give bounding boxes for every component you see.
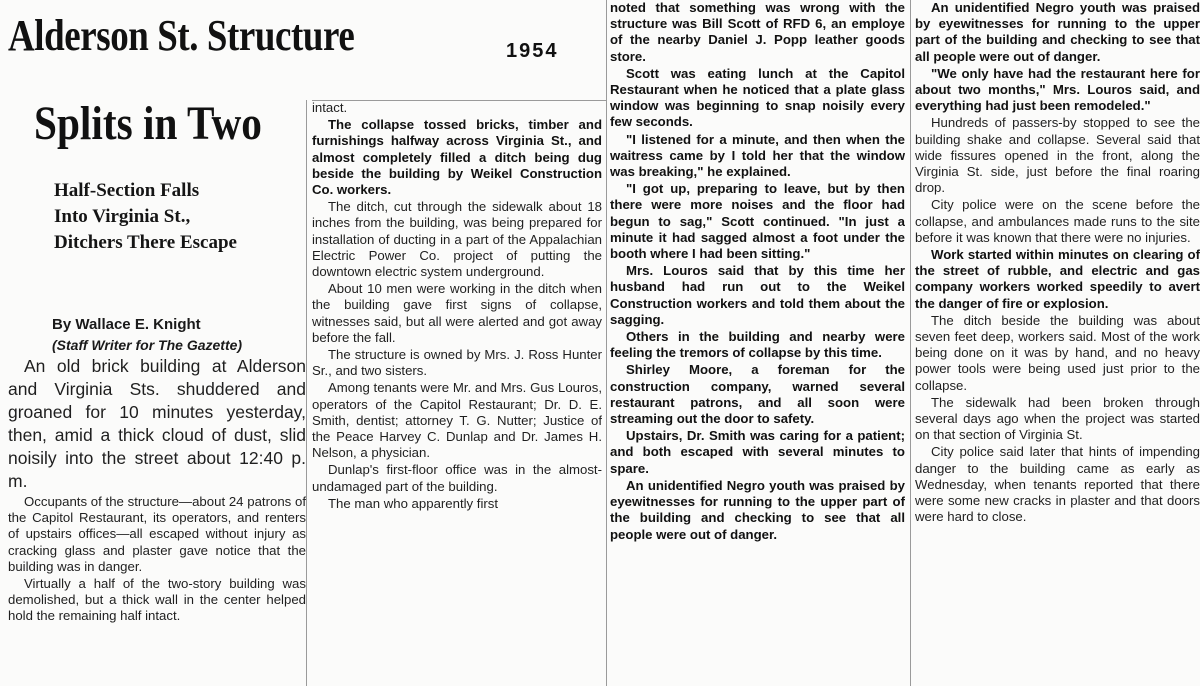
column-rule	[306, 100, 307, 686]
article-paragraph: noted that something was wrong with the structure was Bill Scott of RFD 6, an employe of the nearby Daniel J. Popp leather goods store.	[610, 0, 905, 64]
article-paragraph: An unidentified Negro youth was praised by eyewitnesses for running to the upper part of the building and checking to see that all people were out of danger.	[610, 477, 905, 542]
article-paragraph: City police were on the scene before the collapse, and ambulances made runs to the site before it was known that there were no injuries.	[915, 197, 1200, 245]
article-paragraph: The man who apparently first	[328, 495, 499, 511]
column-rule	[606, 0, 607, 686]
article-paragraph: Work started within minutes on clearing of the street of rubble, and electric and gas company workers worked speedily to avert the danger of fire or explosion.	[915, 247, 1200, 311]
article-paragraph: Others in the building and nearby were feeling the tremors of collapse by this time.	[610, 329, 905, 361]
article-paragraph: Virtually a half of the two-story building was demolished, but a thick wall in the center helped hold the remaining half intact.	[8, 576, 306, 624]
article-paragraph: Upstairs, Dr. Smith was caring for a patient; and both escaped with several minutes to spare.	[610, 428, 905, 476]
column-3	[610, 0, 905, 686]
byline-author: By Wallace E. Knight	[52, 316, 201, 333]
headline-line-1: Alderson St. Structure	[8, 11, 355, 60]
article-paragraph: The ditch, cut through the sidewalk about 18 inches from the building, was being prepared for installation of ducting in a part of the Appalachian Electric Power Co. project of putting the downtown electric system underground.	[312, 199, 602, 280]
column-1-body	[8, 355, 306, 626]
article-paragraph: The sidewalk had been broken through several days ago when the project was started on that section of Virginia St.	[915, 394, 1200, 443]
headline-line-2: Splits in Two	[34, 97, 262, 150]
article-paragraph: An unidentified Negro youth was praised by eyewitnesses for running to the upper part of the building and checking to see that all people were out of danger.	[915, 0, 1200, 64]
byline-staff: (Staff Writer for The Gazette)	[52, 337, 243, 353]
article-paragraph: An old brick building at Alderson and Virginia Sts. shuddered and groaned for 10 minutes yesterday, then, amid a thick cloud of dust, slid noisily into the street about 12:40 p. m.	[8, 356, 306, 491]
byline	[52, 315, 302, 355]
article-paragraph: "I got up, preparing to leave, but by then there were more noises and the floor had begun to sag," Scott continued. "In just a minute it had sagged almost a foot under the booth where I had been sitting."	[610, 181, 905, 262]
article-paragraph: City police said later that hints of impending danger to the building came as early as Wednesday, when tenants reported that there were some new cracks in plaster and that doors were hard to close.	[915, 444, 1200, 525]
column-rule	[910, 0, 911, 686]
article-paragraph: "I listened for a minute, and then when the waitress came by I told her that the window was breaking," he explained.	[610, 131, 905, 180]
deck-line: Half-Section Falls	[54, 180, 200, 201]
article-paragraph: intact.	[312, 100, 348, 115]
article-paragraph: The collapse tossed bricks, timber and furnishings halfway across Virginia St., and almost completely filled a ditch being dug beside the building by Weikel Construction Co. workers.	[312, 117, 602, 198]
article-paragraph: Occupants of the structure—about 24 patrons of the Capitol Restaurant, its operators, and renters of upstairs offices—all escaped without injury as cracking glass and plaster gave notice that the building was in danger.	[8, 494, 306, 574]
column-2	[312, 100, 602, 686]
article-paragraph: Mrs. Louros said that by this time her husband had run out to the Weikel Construction workers and told them about the sagging.	[610, 263, 905, 327]
article-paragraph: "We only have had the restaurant here for about two months," Mrs. Louros said, and everything had just been remodeled."	[915, 65, 1200, 114]
headline-year: 1954	[506, 40, 559, 62]
deck-line: Into Virginia St.,	[54, 206, 191, 227]
article-paragraph: Shirley Moore, a foreman for the construction company, warned several restaurant patrons, and all soon were streaming out the door to safety.	[610, 362, 905, 427]
article-paragraph: Dunlap's first-floor office was in the almost-undamaged part of the building.	[312, 462, 602, 494]
article-paragraph: Hundreds of passers-by stopped to see the building shake and collapse. Several said that wide fissures opened in the front, along the Virginia St. side, just before the final roaring drop.	[915, 115, 1200, 196]
article-paragraph: The ditch beside the building was about seven feet deep, workers said. Most of the work being done on it was by hand, and no heavy power tools were being used just prior to the collapse.	[915, 312, 1200, 393]
article-paragraph: About 10 men were working in the ditch when the building gave first signs of collapse, witnesses said, but all were alerted and got away before the fall.	[312, 281, 602, 345]
article-paragraph: Scott was eating lunch at the Capitol Restaurant when he noticed that a plate glass window was beginning to snap noisily every few seconds.	[610, 65, 905, 130]
article-paragraph: The structure is owned by Mrs. J. Ross Hunter Sr., and two sisters.	[312, 347, 602, 379]
column-4	[915, 0, 1200, 686]
deck-line: Ditchers There Escape	[54, 232, 237, 253]
subheadline-deck	[54, 178, 237, 256]
article-paragraph: Among tenants were Mr. and Mrs. Gus Louros, operators of the Capitol Restaurant; Dr. D. E. Smith, dentist; attorney T. G. Nutter; Justice of the Peace Harvey C. Dunlap and Dr. James H. Nelson, a physician.	[312, 380, 602, 461]
